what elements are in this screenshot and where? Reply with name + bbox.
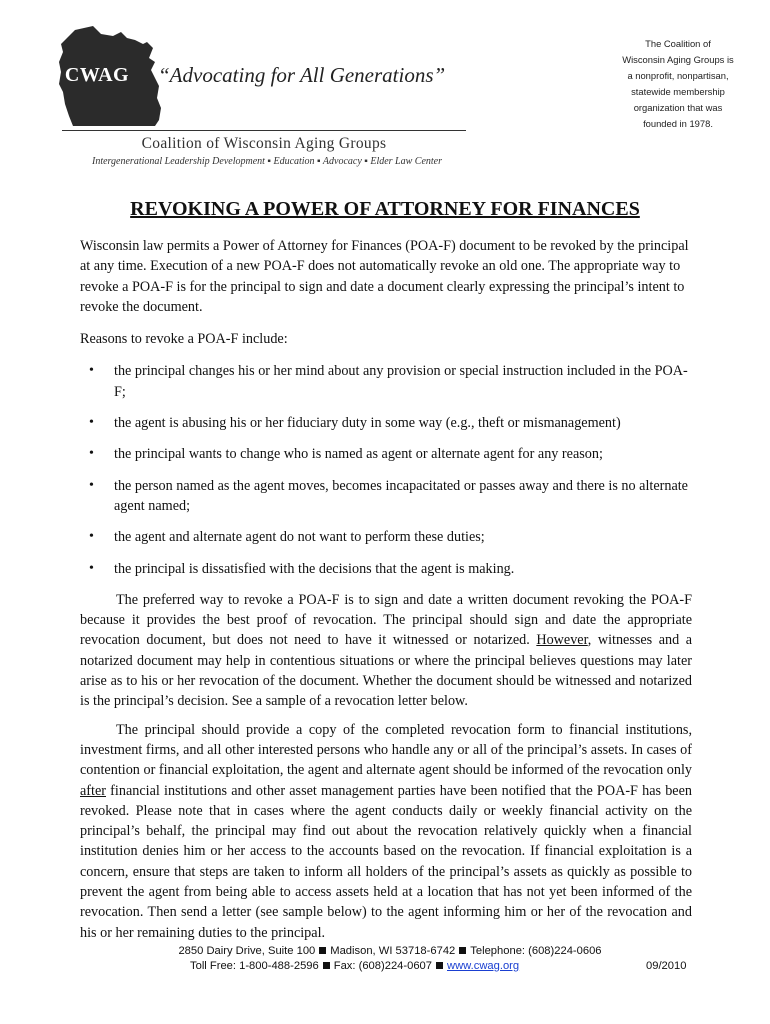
page-footer [0,945,770,978]
emphasis-after: after [80,782,106,799]
emphasis-however: However [536,632,588,649]
bullet-icon: • [89,415,94,431]
list-item [80,527,692,547]
list-item [80,476,692,517]
about-blurb [612,36,744,132]
reason-text: the principal changes his or her mind about any provision or special instruction included in the POA-F; [114,363,688,400]
website-link[interactable]: www.cwag.org [447,960,520,972]
list-item [80,361,692,402]
header-rule [62,130,466,131]
reasons-label: Reasons to revoke a POA-F include: [80,331,288,348]
list-item [80,413,692,433]
square-separator-icon [436,962,443,969]
footer-address: 2850 Dairy Drive, Suite 100 [178,945,316,957]
about-line: founded in 1978. [643,118,713,129]
paragraph-text: financial institutions and other asset management parties have been notified that the POA-F has been revoked. Please note that in cases where the agent conducts daily or weekly financial activity on the principal’s behalf, the principal may find out about the revocation relatively quickly when a financial institution denies him or her access to the accounts based on the revocation. If financial exploitation is a concern, ensure that steps are taken to inform all holders of the principal’s assets as quickly as possible to prevent the agent from being able to access assets held at a location that has not yet been informed of the revocation. Then send a letter (see sample below) to the agent informing him or her of the revocation and his or her remaining duties to the principal. [80,782,692,941]
footer-toll-free: Toll Free: 1-800-488-2596 [190,960,319,972]
reason-text: the principal is dissatisfied with the decisions that the agent is making. [114,560,515,577]
tagline: “Advocating for All Generations” [158,63,446,87]
reason-text: the person named as the agent moves, becomes incapacitated or passes away and there is no alternate agent named; [114,477,688,514]
paragraph-text: The preferred way to revoke a POA-F is to sign and date a written document revoking the POA-F because it provides the best proof of revocation. The principal should sign and date the appropriate revocation document, but does not need to have it witnessed or notarized. [80,591,692,649]
footer-date: 09/2010 [646,960,687,972]
footer-contact-line-2 [0,960,770,978]
footer-contact-line [0,945,770,957]
intro-paragraph: Wisconsin law permits a Power of Attorney for Finances (POA-F) document to be revoked by the principal at any time. Execution of a new POA-F does not automatically revoke an old one. The appropriate way to revoke a POA-F is for the principal to sign and date a document clearly expressing the principal’s intent to revoke the document. [80,238,689,315]
about-line: organization that was [633,102,723,113]
about-line: The Coalition of [645,38,711,49]
logo-text: CWAG [64,64,130,86]
revocation-paragraph [80,590,692,712]
bullet-icon: • [89,446,94,462]
footer-telephone: Telephone: (608)224-0606 [470,945,602,957]
square-separator-icon [323,962,330,969]
list-item [80,559,692,579]
footer-fax: Fax: (608)224-0607 [333,960,432,972]
about-line: statewide membership [631,86,725,97]
square-separator-icon [319,947,326,954]
footer-city: Madison, WI 53718-6742 [330,945,456,957]
reasons-list [80,361,692,578]
bullet-icon: • [89,477,94,493]
about-line: Wisconsin Aging Groups is [622,54,734,65]
bullet-icon: • [89,560,94,576]
document-body [80,236,692,956]
organization-name: Coalition of Wisconsin Aging Groups [141,135,387,152]
about-line: a nonprofit, nonpartisan, [627,70,729,81]
notification-paragraph [80,720,692,943]
bullet-icon: • [89,529,94,545]
bullet-icon: • [89,363,94,379]
reason-text: the principal wants to change who is named as agent or alternate agent for any reason; [114,446,603,463]
reason-text: the agent is abusing his or her fiduciary duty in some way (e.g., theft or mismanagement) [114,415,621,432]
reason-text: the agent and alternate agent do not want to perform these duties; [114,529,485,546]
footer-center [190,960,519,972]
paragraph-text: The principal should provide a copy of the completed revocation form to financial institutions, investment firms, and all other interested persons who handle any or all of the principal’s assets. In cases of contention or financial exploitation, the agent and alternate agent should be informed of the revocation only [80,721,692,779]
organization-subtitle: Intergenerational Leadership Development ▪ Education ▪ Advocacy ▪ Elder Law Center [91,156,442,167]
document-title: REVOKING A POWER OF ATTORNEY FOR FINANCES [130,198,640,220]
square-separator-icon [459,947,466,954]
list-item [80,444,692,464]
paragraph-text: , witnesses and a notarized document may help in contentious situations or where the principal believes questions may later arise as to his or her revocation of the document. Whether the document should be witnessed and notarized is the principal’s decision. See a sample of a revocation letter below. [80,632,692,710]
